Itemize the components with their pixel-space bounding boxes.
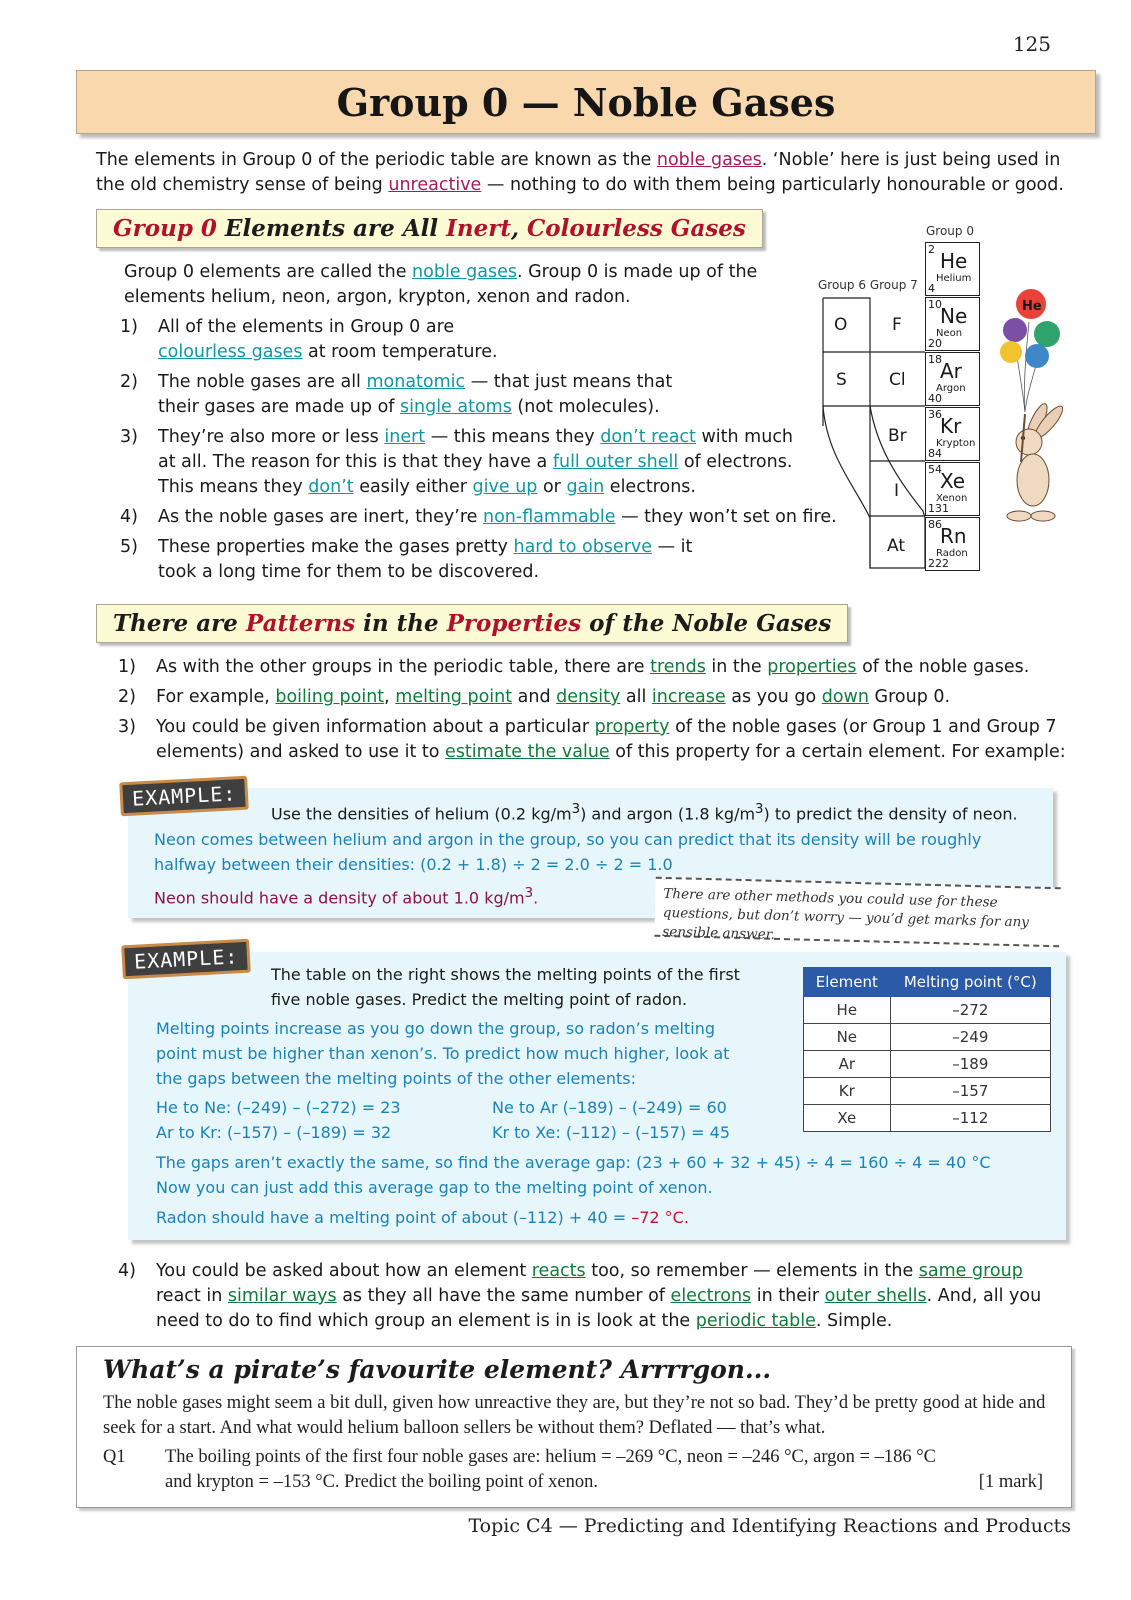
item-text: — they won’t set on fire. <box>615 507 837 527</box>
question-text: Use the densities of helium (0.2 kg/m <box>271 804 572 824</box>
element-i: I <box>894 481 900 501</box>
page-number: 125 <box>1012 32 1051 56</box>
item-number: 4) <box>120 507 138 527</box>
item-text: electrons. <box>604 477 696 497</box>
item-text: or <box>537 477 567 497</box>
element-name: Helium <box>936 273 972 284</box>
superscript: 3 <box>524 886 534 901</box>
item-text: of electrons. This means they <box>158 452 793 497</box>
item-number: 4) <box>118 1261 136 1281</box>
item-text: easily either <box>353 477 473 497</box>
item-text: react in <box>156 1286 228 1306</box>
element-cell-xe <box>925 462 980 516</box>
result-text: Neon should have a density of about 1.0 kg/m <box>154 888 525 908</box>
keyword: trends <box>650 657 706 677</box>
keyword: non-flammable <box>482 507 616 527</box>
keyword: periodic table <box>695 1311 816 1331</box>
table-header-row <box>804 968 1051 997</box>
item-number: 3) <box>120 427 138 447</box>
keyword: down <box>821 687 869 707</box>
item-text: of this property for a certain element. For example: <box>609 742 1066 762</box>
table-cell: –112 <box>890 1105 1050 1132</box>
section2-list <box>118 655 1068 770</box>
item-text: — it took a long time for them to be discovered. <box>158 537 693 582</box>
margin-note: There are other methods you could use for these questions, but don’t worry — you’d get marks for any sensible answer. <box>654 877 1060 948</box>
keyword: colourless gases <box>158 342 303 362</box>
element-name: Argon <box>936 383 966 394</box>
item-text: You could be asked about how an element <box>156 1261 532 1281</box>
element-symbol: He <box>940 249 968 273</box>
item-text: with much at all. The reason for this is that they have a <box>158 427 794 472</box>
keyword: monatomic <box>366 372 466 392</box>
element-symbol: Ar <box>940 359 962 383</box>
group67-labels <box>818 278 918 292</box>
keyword: reacts <box>531 1261 586 1281</box>
superscript: 3 <box>571 802 581 817</box>
group7-label: Group 7 <box>869 278 918 292</box>
element-o: O <box>834 315 848 335</box>
keyword: estimate the value <box>445 742 610 762</box>
calc-he-ne: He to Ne: (–249) – (–272) = 23 <box>156 1098 401 1117</box>
element-cl: Cl <box>889 370 906 390</box>
example2-question: The table on the right shows the melting points of the first five noble gases. Predict the melting point of radon. <box>271 965 740 1009</box>
lead-text: . Group 0 is made up of the elements helium, neon, argon, krypton, xenon and radon. <box>124 262 758 307</box>
keyword: don’t react <box>600 427 696 447</box>
list-item <box>120 370 698 420</box>
intro-text: — nothing to do with them being particularly honourable or good. <box>481 175 1064 195</box>
keyword: boiling point <box>275 687 385 707</box>
section1-lead <box>124 260 784 310</box>
atomic-number: 2 <box>928 243 935 256</box>
summary-text: The noble gases might seem a bit dull, given how unreactive they are, but they’re not so bad. They’d be pretty good at hide and seek for a start. And what would helium balloon sellers be without them? Deflated — that’s what. <box>103 1393 1046 1438</box>
element-cell-he <box>925 242 980 296</box>
item-text: You could be given information about a particular <box>156 717 595 737</box>
heading-part: Patterns <box>245 610 356 637</box>
item-text: , <box>384 687 396 707</box>
section1-heading <box>96 209 763 248</box>
table-cell: He <box>804 997 891 1024</box>
element-name: Xenon <box>936 493 968 504</box>
element-cell-ar <box>925 352 980 406</box>
average-gap: The gaps aren’t exactly the same, so find the average gap: (23 + 60 + 32 + 45) ÷ 4 = 160 ÷ 4 = 40 °C <box>156 1153 991 1172</box>
item-text: As with the other groups in the periodic table, there are <box>156 657 651 677</box>
element-s: S <box>836 370 847 390</box>
column-header: Element <box>804 968 891 997</box>
keyword: same group <box>918 1261 1023 1281</box>
element-symbol: Kr <box>940 414 962 438</box>
table-cell: Ne <box>804 1024 891 1051</box>
keyword: increase <box>651 687 726 707</box>
question-text: The boiling points of the first four noble gases are: helium = –269 °C, neon = –246 °C, argon = –186 °C and krypton = –153 °C. Predict the boiling point of xenon. <box>165 1447 936 1492</box>
table-cell: –189 <box>890 1051 1050 1078</box>
question-marks: [1 mark] <box>978 1472 1043 1492</box>
item-text: too, so remember — elements in the <box>585 1261 919 1281</box>
heading-part: of the Noble Gases <box>581 610 832 637</box>
keyword: noble gases <box>412 262 517 282</box>
table-cell: –249 <box>890 1024 1050 1051</box>
item-text: — that just means that their gases are made up of <box>158 372 673 417</box>
heading-part: Properties <box>446 610 582 637</box>
example1-tag: EXAMPLE: <box>119 776 249 817</box>
keyword: full outer shell <box>552 452 679 472</box>
item-text: in the <box>705 657 768 677</box>
element-cell-kr <box>925 407 980 461</box>
item-number: 1) <box>120 317 138 337</box>
page-footer: Topic C4 — Predicting and Identifying Reactions and Products <box>468 1515 1071 1537</box>
list-item <box>120 315 498 365</box>
page-title: Group 0 — Noble Gases <box>336 79 836 125</box>
item-text: Group 0. <box>868 687 951 707</box>
section2-heading <box>96 604 848 643</box>
keyword: hard to observe <box>513 537 653 557</box>
atomic-number: 86 <box>928 518 942 531</box>
calc-ne-ar: Ne to Ar (–189) – (–249) = 60 <box>492 1098 727 1117</box>
item-text: These properties make the gases pretty <box>158 537 514 557</box>
balloon-icon <box>1003 318 1027 342</box>
keyword: single atoms <box>400 397 512 417</box>
item-text: All of the elements in Group 0 are <box>158 317 455 337</box>
table-cell: Ar <box>804 1051 891 1078</box>
table-row <box>804 997 1051 1024</box>
item-text: at room temperature. <box>302 342 498 362</box>
item-text: and <box>512 687 557 707</box>
item-number: 5) <box>120 537 138 557</box>
superscript: 3 <box>755 802 764 817</box>
atomic-mass: 4 <box>928 282 935 295</box>
example2-tag: EXAMPLE: <box>121 939 251 980</box>
element-br: Br <box>888 426 907 446</box>
item4-list <box>118 1259 1058 1339</box>
keyword: property <box>594 717 670 737</box>
heading-part: Elements are All <box>216 215 447 242</box>
keyword: gain <box>566 477 605 497</box>
table-cell: –272 <box>890 997 1050 1024</box>
atomic-mass: 20 <box>928 337 942 350</box>
heading-part: in the <box>355 610 447 637</box>
atomic-number: 18 <box>928 353 942 366</box>
list-item <box>120 425 798 500</box>
item-number: 2) <box>120 372 138 392</box>
element-cell-ne <box>925 297 980 351</box>
atomic-number: 36 <box>928 408 942 421</box>
keyword: unreactive <box>388 175 482 195</box>
element-name: Krypton <box>936 438 976 449</box>
example1-result <box>154 881 654 910</box>
list-item <box>120 535 718 585</box>
heading-part: , <box>510 215 527 242</box>
element-name: Radon <box>936 548 968 559</box>
add-gap: Now you can just add this average gap to the melting point of xenon. <box>156 1178 713 1197</box>
intro-text: The elements in Group 0 of the periodic table are known as the <box>96 150 657 170</box>
item-number: 1) <box>118 657 136 677</box>
item-text: The noble gases are all <box>158 372 367 392</box>
heading-part: Inert <box>446 215 511 242</box>
intro-paragraph <box>96 148 1086 198</box>
table-cell: Xe <box>804 1105 891 1132</box>
list-item <box>118 715 1068 765</box>
element-symbol: Ne <box>940 304 968 328</box>
table-cell: Kr <box>804 1078 891 1105</box>
item-number: 2) <box>118 687 136 707</box>
rabbit-icon <box>1007 401 1066 521</box>
item-text: in their <box>751 1286 825 1306</box>
item-text: of the noble gases. <box>856 657 1030 677</box>
balloon-icon <box>1034 321 1060 347</box>
element-name: Neon <box>936 328 963 339</box>
question-text: ) and argon (1.8 kg/m <box>580 804 756 824</box>
balloon-icon <box>1025 344 1049 368</box>
keyword: give up <box>472 477 538 497</box>
item-text: For example, <box>156 687 276 707</box>
balloon-icon <box>1000 341 1022 363</box>
calc-ar-kr: Ar to Kr: (–157) – (–189) = 32 <box>156 1123 392 1142</box>
item-text: all <box>620 687 652 707</box>
result-text: . <box>533 888 539 908</box>
item-text: As the noble gases are inert, they’re <box>158 507 483 527</box>
column-header: Melting point (°C) <box>890 968 1050 997</box>
element-f: F <box>892 315 902 335</box>
balloon-label: He <box>1022 299 1042 314</box>
keyword: outer shells <box>824 1286 927 1306</box>
item-text: . Simple. <box>815 1311 893 1331</box>
group6-label: Group 6 <box>818 278 866 292</box>
calc-kr-xe: Kr to Xe: (–112) – (–157) = 45 <box>492 1123 731 1142</box>
item-text: of the noble gases (or Group 1 and Group 7 elements) and asked to use it to <box>156 717 1057 762</box>
example1-question <box>271 797 1051 826</box>
example2-result <box>156 1205 1056 1230</box>
summary-heading: What’s a pirate’s favourite element? Arrrrgon... <box>103 1355 772 1384</box>
element-symbol: Xe <box>940 469 966 493</box>
keyword: melting point <box>395 687 513 707</box>
section1-list <box>120 315 840 590</box>
table-row <box>804 1024 1051 1051</box>
atomic-number: 10 <box>928 298 942 311</box>
heading-part: Group 0 <box>113 215 217 242</box>
heading-part: There are <box>113 610 246 637</box>
rabbit-with-balloons-illustration <box>995 282 1070 532</box>
atomic-number: 54 <box>928 463 942 476</box>
keyword: properties <box>767 657 857 677</box>
item-text: They’re also more or less <box>158 427 385 447</box>
element-cell-rn <box>925 517 980 571</box>
element-symbol: Rn <box>940 524 967 548</box>
keyword: similar ways <box>227 1286 337 1306</box>
item-text: (not molecules). <box>511 397 660 417</box>
table-row <box>804 1078 1051 1105</box>
keyword: don’t <box>308 477 354 497</box>
title-banner <box>76 70 1096 134</box>
list-item <box>118 1259 1058 1334</box>
table-cell: –157 <box>890 1078 1050 1105</box>
summary-box <box>76 1346 1072 1508</box>
question-text: ) to predict the density of neon. <box>763 804 1018 824</box>
result-value: –72 °C. <box>631 1208 689 1227</box>
table-row <box>804 1051 1051 1078</box>
periodic-table-outline <box>815 296 930 576</box>
heading-part: Colourless Gases <box>526 215 746 242</box>
example2-explanation: Melting points increase as you go down the group, so radon’s melting point must be higher than xenon’s. To predict how much higher, look at the gaps between the melting points of the other elements: <box>156 1019 730 1088</box>
item-text: as you go <box>725 687 822 707</box>
melting-point-table <box>803 967 1051 1132</box>
item-text: as they all have the same number of <box>336 1286 671 1306</box>
atomic-mass: 222 <box>928 557 949 570</box>
item-text: — this means they <box>425 427 601 447</box>
item-text: . And, all you need to do to find which group an element is in is look at the <box>156 1286 1042 1331</box>
question-label: Q1 <box>103 1447 126 1467</box>
keyword: noble gases <box>656 150 762 170</box>
table-row <box>804 1105 1051 1132</box>
atomic-mass: 131 <box>928 502 949 515</box>
keyword: inert <box>384 427 426 447</box>
list-item <box>118 655 1068 680</box>
atomic-mass: 84 <box>928 447 942 460</box>
example1-answer: Neon comes between helium and argon in the group, so you can predict that its density will be roughly halfway between their densities: (0.2 + 1.8) ÷ 2 = 2.0 ÷ 2 = 1.0 <box>154 830 982 874</box>
list-item <box>120 505 878 530</box>
intro-text: . ‘Noble’ here is just being used in the old chemistry sense of being <box>96 150 1061 195</box>
element-at: At <box>887 536 905 556</box>
lead-text: Group 0 elements are called the <box>124 262 413 282</box>
item-number: 3) <box>118 717 136 737</box>
keyword: density <box>556 687 621 707</box>
keyword: electrons <box>670 1286 752 1306</box>
list-item <box>118 685 1068 710</box>
group0-label: Group 0 <box>926 224 974 238</box>
result-text: Radon should have a melting point of about (–112) + 40 = <box>156 1208 632 1227</box>
atomic-mass: 40 <box>928 392 942 405</box>
